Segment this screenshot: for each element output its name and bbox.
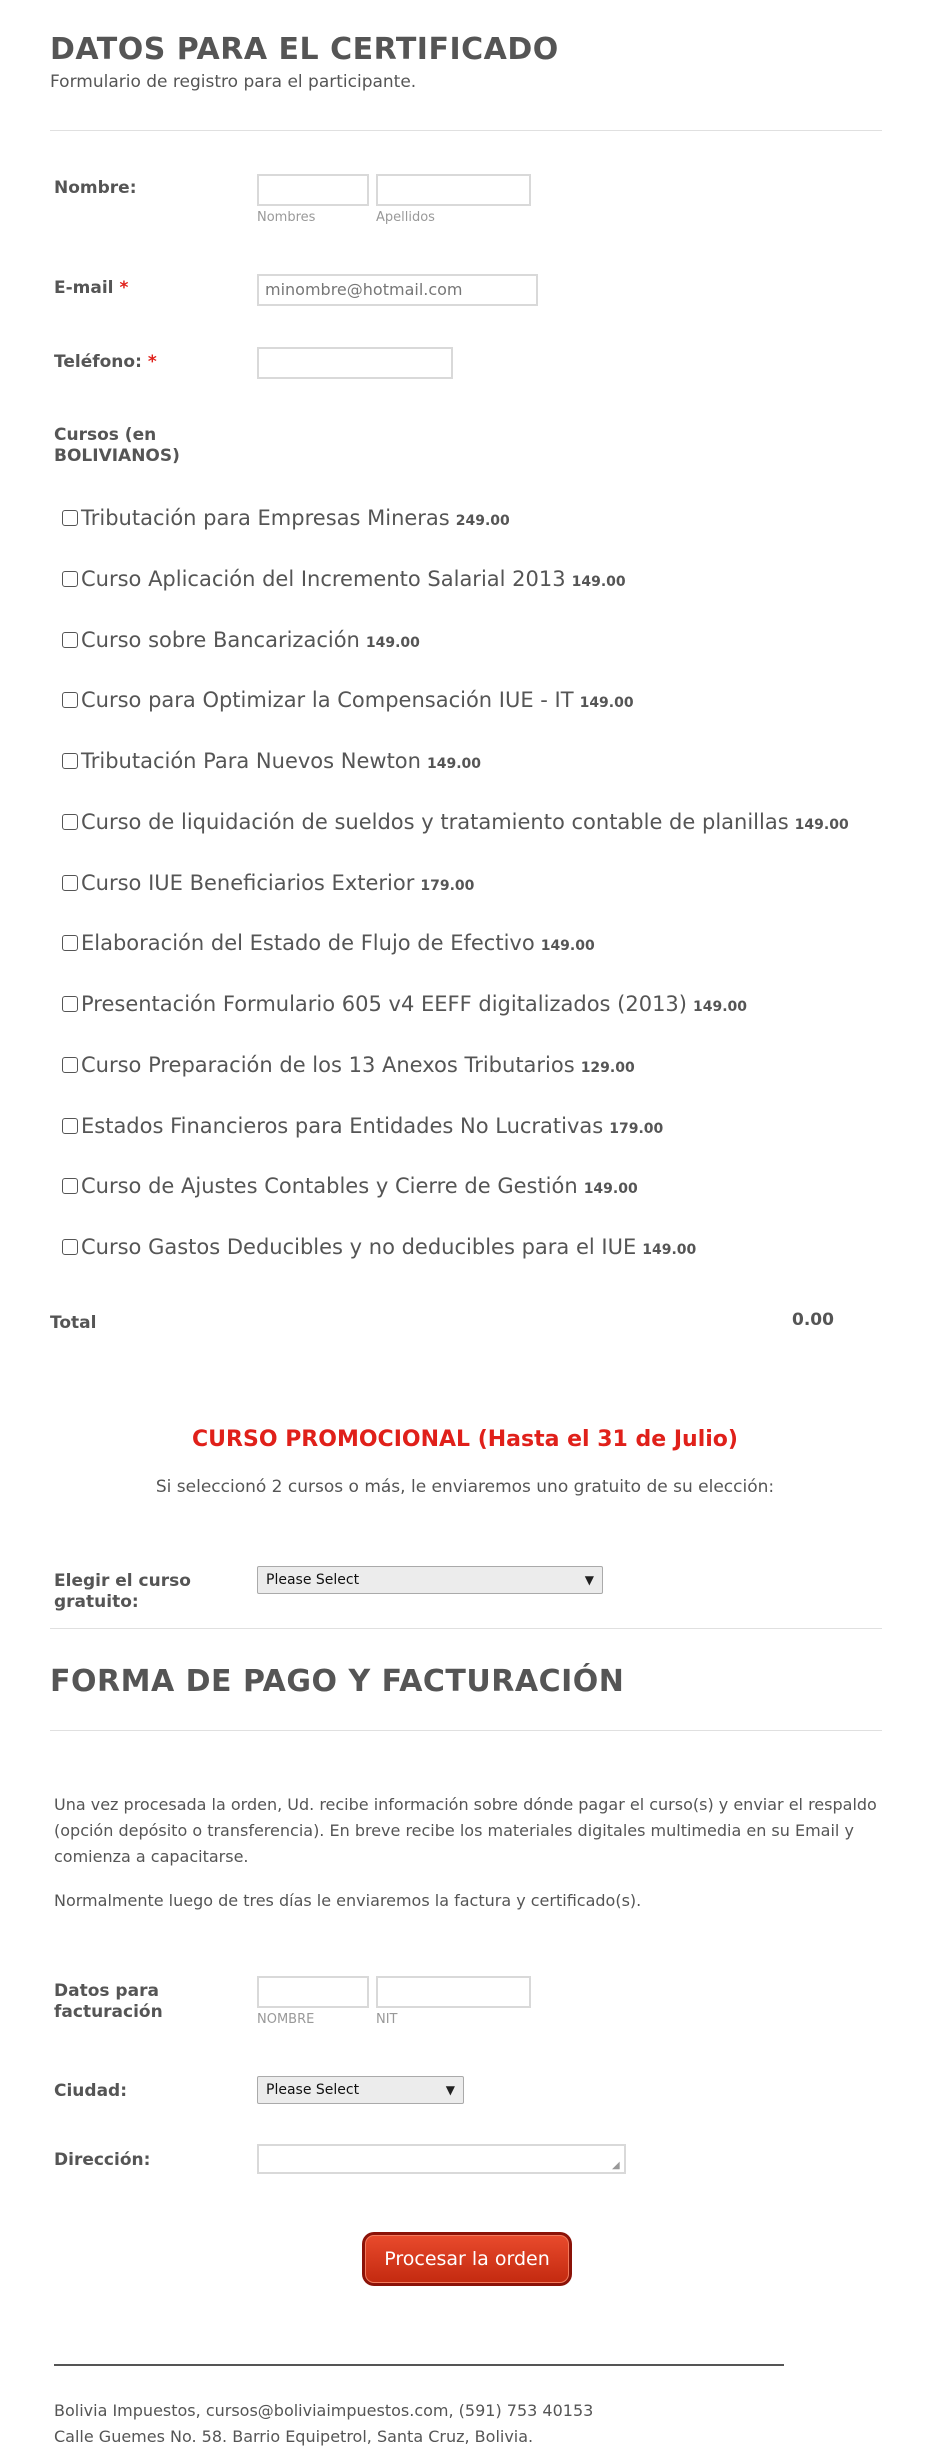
course-checkbox[interactable] — [62, 571, 78, 587]
courses-label: Cursos (en BOLIVIANOS) — [54, 425, 180, 466]
course-checkbox[interactable] — [62, 1178, 78, 1194]
course-checkbox[interactable] — [62, 1118, 78, 1134]
course-price: 129.00 — [580, 1060, 635, 1076]
required-mark: * — [119, 278, 129, 298]
course-name: Presentación Formulario 605 v4 EEFF digitalizados (2013) — [81, 992, 687, 1016]
footer-divider — [54, 2364, 784, 2366]
course-checkbox[interactable] — [62, 935, 78, 951]
course-checkbox[interactable] — [62, 1057, 78, 1073]
divider — [50, 130, 882, 131]
billing-name-sublabel: NOMBRE — [257, 2012, 315, 2027]
payment-info-paragraph: Una vez procesada la orden, Ud. recibe información sobre dónde pagar el curso(s) y enviar el respaldo (opción depósito o transferencia). En breve recibe los materiales digitales multimedia en su Email y comienza a capacitarse. — [54, 1795, 877, 1866]
course-item[interactable] — [62, 810, 849, 834]
course-item[interactable] — [62, 567, 626, 591]
first-name-input[interactable] — [257, 174, 369, 206]
course-price: 149.00 — [794, 817, 849, 833]
telefono-label: Teléfono: * — [54, 352, 157, 372]
course-name: Curso para Optimizar la Compensación IUE - IT — [81, 688, 574, 712]
course-price: 149.00 — [426, 756, 481, 772]
last-name-sublabel: Apellidos — [376, 210, 435, 225]
course-name: Curso de liquidación de sueldos y tratamiento contable de planillas — [81, 810, 789, 834]
required-mark: * — [147, 352, 157, 372]
course-item[interactable] — [62, 688, 634, 712]
invoice-info-paragraph: Normalmente luego de tres días le enviaremos la factura y certificado(s). — [54, 1891, 642, 1910]
course-item[interactable] — [62, 1114, 663, 1138]
free-course-select[interactable]: Please Select ▼ — [257, 1566, 603, 1594]
course-item[interactable] — [62, 506, 510, 530]
divider — [50, 1730, 882, 1731]
course-name: Elaboración del Estado de Flujo de Efectivo — [81, 931, 535, 955]
page-title: DATOS PARA EL CERTIFICADO — [50, 32, 559, 67]
email-label: E-mail * — [54, 278, 129, 298]
course-item[interactable] — [62, 749, 481, 773]
course-checkbox[interactable] — [62, 632, 78, 648]
course-item[interactable] — [62, 992, 747, 1016]
total-label: Total — [50, 1313, 97, 1333]
course-name: Curso IUE Beneficiarios Exterior — [81, 871, 415, 895]
course-price: 149.00 — [365, 635, 420, 651]
promo-title: CURSO PROMOCIONAL (Hasta el 31 de Julio) — [192, 1427, 738, 1452]
course-item[interactable] — [62, 1053, 635, 1077]
promo-text: Si seleccionó 2 cursos o más, le enviaremos uno gratuito de su elección: — [155, 1477, 775, 1497]
course-price: 249.00 — [455, 513, 510, 529]
billing-nit-input[interactable] — [376, 1976, 531, 2008]
divider — [50, 1628, 882, 1629]
submit-button[interactable] — [362, 2232, 572, 2286]
city-select[interactable]: Please Select ▼ — [257, 2076, 464, 2104]
course-price: 149.00 — [579, 695, 634, 711]
course-item[interactable] — [62, 1174, 638, 1198]
section-title: FORMA DE PAGO Y FACTURACIÓN — [50, 1664, 625, 1699]
course-price: 149.00 — [571, 574, 626, 590]
free-course-label: Elegir el curso gratuito: — [54, 1571, 191, 1612]
course-name: Estados Financieros para Entidades No Lucrativas — [81, 1114, 604, 1138]
address-textarea[interactable] — [257, 2144, 626, 2174]
submit-button-label: Procesar la orden — [365, 2235, 569, 2283]
nombre-label: Nombre: — [54, 178, 137, 198]
course-item[interactable] — [62, 1235, 696, 1259]
course-checkbox[interactable] — [62, 692, 78, 708]
total-value: 0.00 — [792, 1310, 834, 1330]
course-name: Tributación Para Nuevos Newton — [81, 749, 421, 773]
course-name: Tributación para Empresas Mineras — [81, 506, 450, 530]
footer-address: Calle Guemes No. 58. Barrio Equipetrol, Santa Cruz, Bolivia. — [54, 2427, 534, 2446]
course-item[interactable] — [62, 931, 595, 955]
footer-contact: Bolivia Impuestos, cursos@boliviaimpuestos.com, (591) 753 40153 — [54, 2401, 594, 2420]
email-field[interactable]: minombre@hotmail.com — [257, 274, 538, 306]
phone-input[interactable] — [257, 347, 453, 379]
course-price: 149.00 — [583, 1181, 638, 1197]
course-checkbox[interactable] — [62, 814, 78, 830]
course-item[interactable] — [62, 871, 474, 895]
billing-name-input[interactable] — [257, 1976, 369, 2008]
course-price: 149.00 — [693, 999, 748, 1015]
direccion-label: Dirección: — [54, 2150, 151, 2170]
chevron-down-icon: ▼ — [445, 2083, 455, 2097]
chevron-down-icon: ▼ — [584, 1573, 594, 1587]
ciudad-label: Ciudad: — [54, 2081, 128, 2101]
course-checkbox[interactable] — [62, 875, 78, 891]
course-name: Curso Aplicación del Incremento Salarial 2013 — [81, 567, 566, 591]
course-name: Curso Preparación de los 13 Anexos Tributarios — [81, 1053, 575, 1077]
course-price: 179.00 — [609, 1121, 664, 1137]
course-price: 149.00 — [540, 938, 595, 954]
first-name-sublabel: Nombres — [257, 210, 316, 225]
course-item[interactable] — [62, 628, 420, 652]
last-name-input[interactable] — [376, 174, 531, 206]
page-subtitle: Formulario de registro para el participante. — [50, 72, 417, 92]
course-checkbox[interactable] — [62, 1239, 78, 1255]
course-price: 149.00 — [642, 1242, 697, 1258]
course-checkbox[interactable] — [62, 510, 78, 526]
course-name: Curso de Ajustes Contables y Cierre de Gestión — [81, 1174, 578, 1198]
course-checkbox[interactable] — [62, 996, 78, 1012]
course-name: Curso sobre Bancarización — [81, 628, 360, 652]
billing-nit-sublabel: NIT — [376, 2012, 398, 2027]
billing-label: Datos para facturación — [54, 1981, 163, 2022]
resize-handle-icon[interactable]: ◢ — [612, 2160, 620, 2171]
course-checkbox[interactable] — [62, 753, 78, 769]
course-price: 179.00 — [420, 878, 475, 894]
course-name: Curso Gastos Deducibles y no deducibles para el IUE — [81, 1235, 637, 1259]
